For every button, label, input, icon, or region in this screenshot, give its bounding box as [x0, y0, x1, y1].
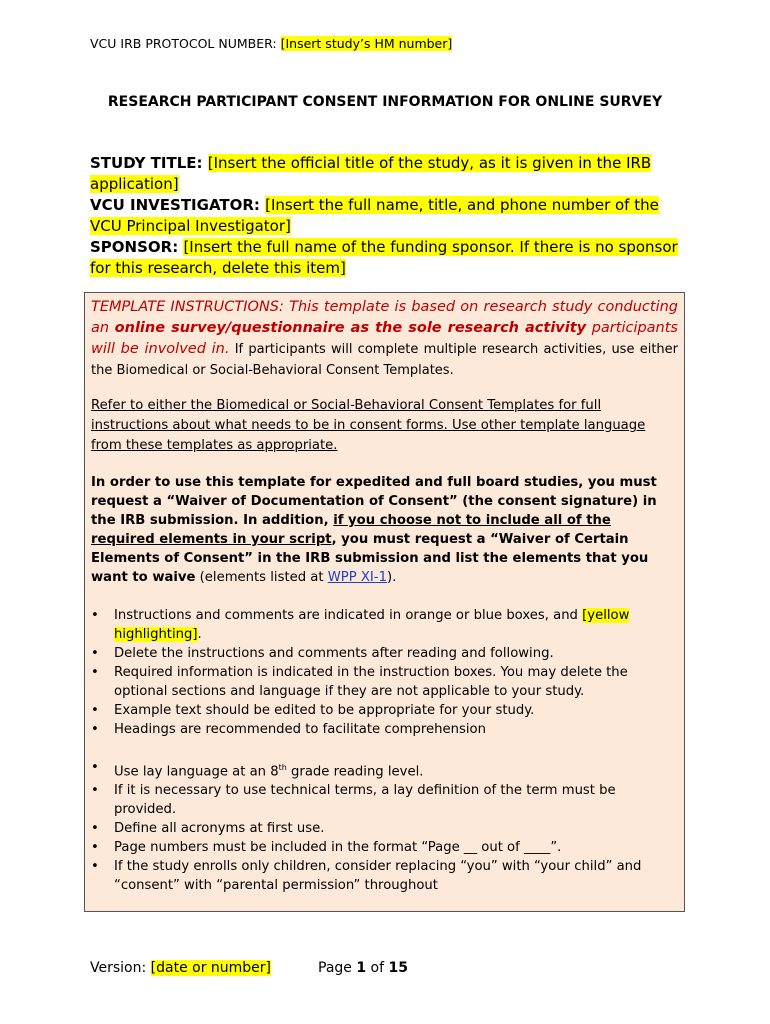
- study-meta: [90, 153, 680, 279]
- instructions-list-1: [91, 606, 678, 739]
- list-item: • Required information is indicated in the instruction boxes. You may delete the optional sections and language if they are not applicable to your study.: [91, 663, 678, 701]
- list-item: • Page numbers must be included in the format “Page __ out of ____”.: [91, 838, 678, 857]
- intro-text-a: TEMPLATE INSTRUCTIONS: This template is based on research study conducting an: [91, 299, 678, 336]
- waiver-text-a: In order to use this template for expedited and full board studies, you must request a “Waiver of Documentation of Consent” (the consent signature) in the IRB submission. In addition,: [91, 475, 657, 528]
- waiver-paragraph: [91, 473, 678, 587]
- list-item: • Define all acronyms at first use.: [91, 819, 678, 838]
- protocol-label: VCU IRB PROTOCOL NUMBER:: [90, 36, 281, 51]
- wpp-xi-1-link[interactable]: WPP XI-1: [327, 570, 387, 585]
- investigator-line: [90, 195, 680, 237]
- list-item: • Example text should be edited to be appropriate for your study.: [91, 701, 678, 720]
- version-label: Version:: [90, 960, 151, 976]
- protocol-value: [Insert study’s HM number]: [280, 36, 453, 51]
- list-item: • Delete the instructions and comments after reading and following.: [91, 644, 678, 663]
- yellow-highlight-text: [yellow highlighting]: [114, 608, 630, 642]
- list-item-text: .: [197, 627, 202, 642]
- footer-version: [90, 960, 271, 976]
- study-title-line: [90, 153, 680, 195]
- sponsor-label: SPONSOR:: [90, 238, 184, 256]
- template-instructions-box: [84, 292, 685, 912]
- page-total: 15: [388, 960, 408, 976]
- study-title-value: [Insert the official title of the study, as it is given in the IRB application]: [90, 154, 652, 193]
- waiver-text-c: , you must request a “Waiver of Certain Elements of Consent” in the IRB submission and list the elements that you want to waive: [91, 532, 649, 585]
- footer-page-number: [318, 960, 408, 976]
- page-of-label: of: [366, 960, 389, 976]
- waiver-text-b: if you choose not to include all of the required elements in your script: [91, 513, 611, 547]
- intro-text-b: online survey/questionnaire as the sole research activity: [114, 320, 587, 336]
- list-item: [91, 606, 678, 644]
- list-item: • If the study enrolls only children, consider replacing “you” with “your child” and “consent” with “parental permission” throughout: [91, 857, 678, 895]
- list-item: [91, 758, 678, 781]
- waiver-text-e: ).: [386, 570, 397, 585]
- intro-text-c: participants will be involved in.: [91, 320, 678, 357]
- list-item: • If it is necessary to use technical terms, a lay definition of the term must be provided.: [91, 781, 678, 819]
- study-title-label: STUDY TITLE:: [90, 154, 208, 172]
- investigator-label: VCU INVESTIGATOR:: [90, 196, 266, 214]
- instructions-list-2: [91, 758, 678, 895]
- instructions-intro: [91, 297, 678, 381]
- investigator-value: [Insert the full name, title, and phone number of the VCU Principal Investigator]: [90, 196, 659, 235]
- version-value: [date or number]: [150, 960, 272, 976]
- list-item: • Headings are recommended to facilitate comprehension: [91, 720, 678, 739]
- intro-text-d: If participants will complete multiple research activities, use either the Biomedical or Social-Behavioral Consent Templates.: [91, 342, 678, 378]
- sponsor-value: [Insert the full name of the funding sponsor. If there is no sponsor for this research, delete this item]: [90, 238, 678, 277]
- list-item-text: Use lay language at an 8: [114, 764, 279, 780]
- sponsor-line: [90, 237, 680, 279]
- page-label: Page: [318, 960, 357, 976]
- superscript-th: th: [278, 763, 287, 772]
- waiver-text-d: (elements listed at: [195, 570, 328, 585]
- page-number: 1: [356, 960, 367, 976]
- refer-templates-paragraph: Refer to either the Biomedical or Social-Behavioral Consent Templates for full instructions about what needs to be in consent forms. Use other template language from these templates as appropriate.: [91, 398, 646, 453]
- list-item-text: Instructions and comments are indicated in orange or blue boxes, and: [114, 608, 583, 623]
- protocol-number-header: [90, 36, 452, 51]
- list-item-text: grade reading level.: [286, 764, 424, 780]
- document-title: RESEARCH PARTICIPANT CONSENT INFORMATION FOR ONLINE SURVEY: [107, 94, 663, 110]
